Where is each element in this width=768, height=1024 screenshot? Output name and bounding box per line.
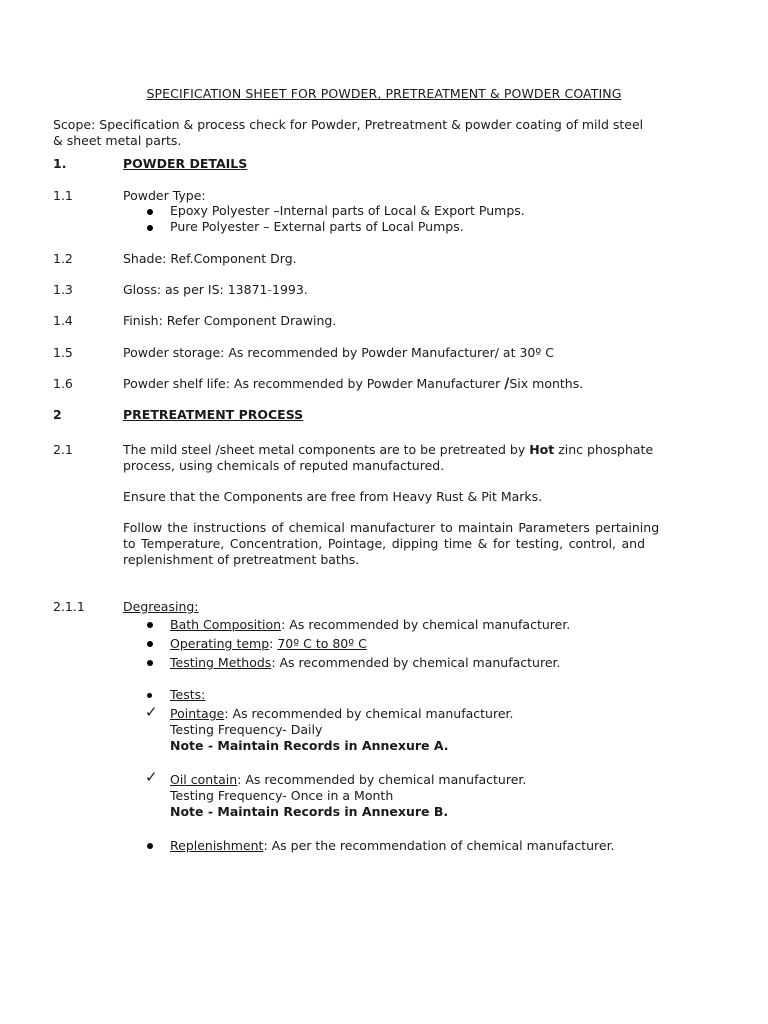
pretreat-line-2: process, using chemicals of reputed manufactured.: [123, 458, 445, 473]
operating-temp-sep: :: [269, 636, 278, 651]
bullet-icon: [147, 843, 153, 849]
oil-contain-text: : As recommended by chemical manufacturer.: [237, 772, 527, 787]
bullet-icon: [147, 225, 153, 231]
oil-contain-row: [170, 772, 526, 788]
gloss-text-b: 1993.: [272, 282, 308, 297]
oil-contain-frequency: Testing Frequency- Once in a Month: [170, 788, 394, 803]
scope-line-1: Scope: Specification & process check for Powder, Pretreatment & powder coating of mild steel: [53, 117, 644, 132]
gloss-text-a: Gloss: as per IS: 13871: [123, 282, 268, 297]
powder-type-epoxy: Epoxy Polyester –Internal parts of Local & Export Pumps.: [170, 203, 525, 218]
pretreat-hot: Hot: [529, 442, 555, 457]
checkmark-icon: ✓: [145, 703, 158, 721]
gloss-dash: -: [267, 282, 272, 297]
shelf-life-text: [123, 376, 583, 392]
replenishment-row: [170, 838, 615, 854]
bath-composition-row: [170, 617, 570, 633]
section-1-number: 1.: [53, 156, 67, 171]
follow-line-3: replenishment of pretreatment baths.: [123, 552, 360, 567]
item-1-2-number: 1.2: [53, 251, 73, 266]
operating-temp-row: [170, 636, 367, 652]
degreasing-heading: Degreasing:: [123, 599, 199, 614]
pointage-label: Pointage: [170, 706, 225, 721]
oil-contain-note: Note - Maintain Records in Annexure B.: [170, 804, 449, 819]
item-1-4-number: 1.4: [53, 313, 73, 328]
testing-methods-row: [170, 655, 561, 671]
powder-type-label: Powder Type:: [123, 188, 206, 203]
gloss-text: [123, 282, 308, 298]
ensure-text: Ensure that the Components are free from Heavy Rust & Pit Marks.: [123, 489, 543, 504]
tests-label: Tests:: [170, 687, 206, 702]
bath-composition-text: : As recommended by chemical manufacturer.: [281, 617, 571, 632]
item-1-3-number: 1.3: [53, 282, 73, 297]
bullet-icon: [147, 622, 153, 628]
replenishment-label: Replenishment: [170, 838, 264, 853]
pretreat-line-1-a: The mild steel /sheet metal components are to be pretreated by: [123, 442, 530, 457]
follow-line-1: Follow the instructions of chemical manufacturer to maintain Parameters pertaining: [123, 520, 660, 535]
operating-temp-label: Operating temp: [170, 636, 270, 651]
oil-contain-label: Oil contain: [170, 772, 238, 787]
section-2-number: 2: [53, 407, 62, 422]
operating-temp-value: 70º C to 80º C: [277, 636, 367, 651]
item-1-5-number: 1.5: [53, 345, 73, 360]
powder-type-pure: Pure Polyester – External parts of Local Pumps.: [170, 219, 464, 234]
section-2-title: PRETREATMENT PROCESS: [123, 407, 304, 422]
testing-methods-text: : As recommended by chemical manufacturer.: [271, 655, 561, 670]
pretreat-line-1-b: zinc phosphate: [554, 442, 654, 457]
pointage-frequency: Testing Frequency- Daily: [170, 722, 323, 737]
section-1-title: POWDER DETAILS: [123, 156, 248, 171]
pointage-text: : As recommended by chemical manufacturer.: [224, 706, 514, 721]
follow-line-2: to Temperature, Concentration, Pointage, dipping time & for testing, control, and: [123, 536, 646, 551]
scope-line-2: & sheet metal parts.: [53, 133, 182, 148]
testing-methods-label: Testing Methods: [170, 655, 272, 670]
checkmark-icon: ✓: [145, 768, 158, 786]
bullet-icon: [147, 209, 153, 215]
shelf-life-text-b: Six months.: [509, 376, 584, 391]
powder-storage-text: Powder storage: As recommended by Powder Manufacturer/ at 30º C: [123, 345, 554, 360]
item-1-6-number: 1.6: [53, 376, 73, 391]
bullet-icon: [147, 693, 152, 698]
shelf-life-slash: /: [504, 376, 510, 392]
bullet-icon: [147, 641, 153, 647]
pretreat-line-1: [123, 442, 653, 458]
bath-composition-label: Bath Composition: [170, 617, 282, 632]
pointage-note: Note - Maintain Records in Annexure A.: [170, 738, 449, 753]
item-2-1-number: 2.1: [53, 442, 73, 457]
shade-text: Shade: Ref.Component Drg.: [123, 251, 297, 266]
item-2-1-1-number: 2.1.1: [53, 599, 85, 614]
item-1-1-number: 1.1: [53, 188, 73, 203]
finish-text: Finish: Refer Component Drawing.: [123, 313, 337, 328]
pointage-row: [170, 706, 514, 722]
replenishment-text: : As per the recommendation of chemical manufacturer.: [263, 838, 615, 853]
document-title: SPECIFICATION SHEET FOR POWDER, PRETREATMENT & POWDER COATING: [146, 86, 622, 101]
shelf-life-text-a: Powder shelf life: As recommended by Powder Manufacturer: [123, 376, 505, 391]
bullet-icon: [147, 660, 153, 666]
